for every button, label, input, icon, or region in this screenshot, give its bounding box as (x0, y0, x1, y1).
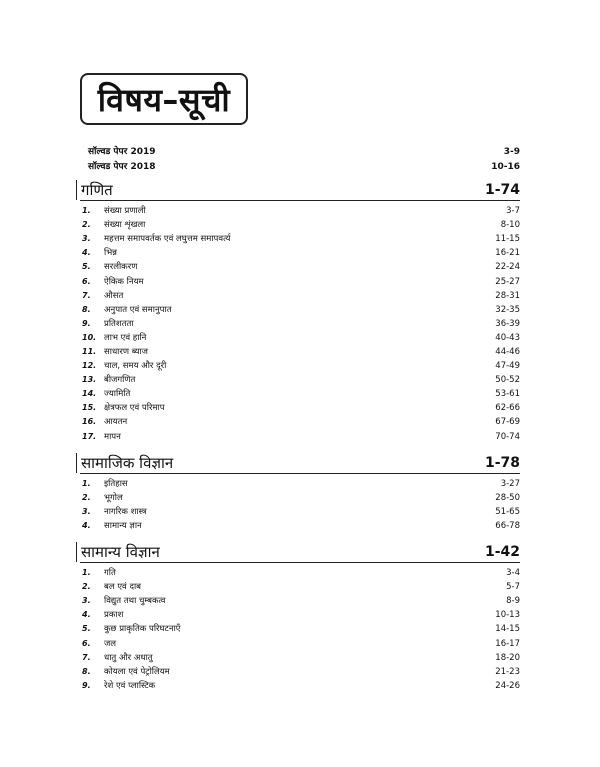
item-label: प्रकाश (104, 610, 124, 621)
section-general-science (80, 542, 520, 693)
section-header (80, 453, 520, 474)
list-item (80, 415, 520, 429)
list-item (80, 651, 520, 665)
item-number: 6. (82, 276, 91, 286)
section-social-science (80, 453, 520, 533)
section-header (80, 542, 520, 563)
item-number: 3. (82, 507, 91, 517)
item-pages: 24-26 (495, 680, 520, 691)
item-pages: 14-15 (495, 624, 520, 635)
item-number: 17. (82, 431, 97, 441)
list-item (80, 359, 520, 373)
item-pages: 50-52 (495, 375, 520, 386)
item-number: 10. (82, 332, 97, 342)
item-label: चाल, समय और दूरी (104, 361, 167, 372)
item-label: विद्युत तथा चुम्बकत्व (104, 596, 166, 607)
list-item (80, 232, 520, 246)
item-pages: 5-7 (506, 582, 520, 593)
item-pages: 16-17 (495, 638, 520, 649)
list-item (80, 218, 520, 232)
item-pages: 40-43 (495, 332, 520, 343)
paper-label: सॉल्वड पेपर 2019 (88, 147, 156, 157)
page-title: विषय–सूची (80, 73, 248, 125)
item-pages: 8-9 (506, 596, 520, 607)
item-label: कुछ प्राकृतिक परिघटनाएँ (104, 624, 181, 635)
item-pages: 18-20 (495, 652, 520, 663)
solved-papers-list (88, 145, 520, 175)
list-item (80, 636, 520, 650)
item-pages: 62-66 (495, 403, 520, 414)
list-item (80, 477, 520, 491)
item-pages: 28-31 (495, 290, 520, 301)
paper-pages: 10-16 (491, 162, 520, 172)
item-number: 9. (82, 680, 91, 690)
item-number: 4. (82, 610, 91, 620)
list-item (80, 303, 520, 317)
item-label: महत्तम समापवर्तक एवं लघुत्तम समापवर्त्य (104, 234, 231, 245)
item-number: 3. (82, 234, 91, 244)
list-item (80, 622, 520, 636)
list-item (80, 317, 520, 331)
list-item (80, 260, 520, 274)
item-label: इतिहास (104, 479, 128, 490)
item-pages: 28-50 (495, 493, 520, 504)
item-pages: 47-49 (495, 361, 520, 372)
item-label: लाभ एवं हानि (104, 332, 147, 343)
list-item (80, 345, 520, 359)
item-pages: 51-65 (495, 507, 520, 518)
list-item (80, 580, 520, 594)
item-pages: 3-27 (500, 479, 520, 490)
item-number: 7. (82, 652, 91, 662)
section-page-range: 1-74 (484, 182, 520, 198)
item-label: सरलीकरण (104, 262, 138, 273)
item-label: जल (104, 638, 117, 649)
section-mathematics (80, 180, 520, 444)
item-number: 1. (82, 479, 91, 489)
item-label: संख्या प्रणाली (104, 206, 146, 217)
item-pages: 44-46 (495, 346, 520, 357)
item-pages: 22-24 (495, 262, 520, 273)
section-title: गणित (76, 180, 113, 200)
item-number: 4. (82, 521, 91, 531)
paper-label: सॉल्वड पेपर 2018 (88, 162, 156, 172)
item-label: औसत (104, 290, 124, 301)
item-number: 5. (82, 624, 91, 634)
item-label: भूगोल (104, 493, 123, 504)
item-pages: 53-61 (495, 389, 520, 400)
item-label: आयतन (104, 417, 128, 428)
item-number: 2. (82, 582, 91, 592)
section-page-range: 1-78 (484, 455, 520, 471)
item-label: रेशे एवं प्लास्टिक (104, 680, 156, 691)
item-label: मापन (104, 431, 121, 442)
item-number: 3. (82, 596, 91, 606)
item-number: 11. (82, 346, 97, 356)
list-item (88, 145, 520, 160)
list-item (80, 387, 520, 401)
item-pages: 36-39 (495, 318, 520, 329)
item-number: 14. (82, 389, 97, 399)
list-item (80, 566, 520, 580)
item-number: 2. (82, 220, 91, 230)
item-number: 6. (82, 638, 91, 648)
list-item (80, 401, 520, 415)
item-number: 4. (82, 248, 91, 258)
item-label: कोयला एवं पेट्रोलियम (104, 666, 170, 677)
list-item (80, 373, 520, 387)
item-pages: 21-23 (495, 666, 520, 677)
list-item (80, 246, 520, 260)
item-label: नागरिक शास्त्र (104, 507, 147, 518)
item-pages: 3-4 (506, 568, 520, 579)
item-label: साधारण ब्याज (104, 346, 148, 357)
list-item (80, 204, 520, 218)
item-pages: 11-15 (495, 234, 520, 245)
item-pages: 10-13 (495, 610, 520, 621)
list-item (88, 160, 520, 175)
item-number: 2. (82, 493, 91, 503)
item-number: 8. (82, 666, 91, 676)
item-label: धातु और अधातु (104, 652, 153, 663)
section-title: सामान्य विज्ञान (76, 542, 160, 562)
list-item (80, 505, 520, 519)
item-pages: 16-21 (495, 248, 520, 259)
list-item (80, 665, 520, 679)
item-label: सामान्य ज्ञान (104, 521, 142, 532)
list-item (80, 519, 520, 533)
item-label: ज्यामिति (104, 389, 131, 400)
item-pages: 8-10 (500, 220, 520, 231)
list-item (80, 289, 520, 303)
item-number: 7. (82, 290, 91, 300)
item-label: ऐकिक नियम (104, 276, 144, 287)
item-pages: 70-74 (495, 431, 520, 442)
item-number: 5. (82, 262, 91, 272)
item-label: क्षेत्रफल एवं परिमाप (104, 403, 165, 414)
item-label: भिन्न (104, 248, 118, 259)
item-label: गति (104, 568, 116, 579)
item-number: 9. (82, 318, 91, 328)
section-page-range: 1-42 (484, 544, 520, 560)
item-label: अनुपात एवं समानुपात (104, 304, 172, 315)
item-label: प्रतिशतता (104, 318, 134, 329)
item-number: 13. (82, 375, 97, 385)
item-pages: 32-35 (495, 304, 520, 315)
section-title: सामाजिक विज्ञान (76, 453, 173, 473)
item-pages: 3-7 (506, 206, 520, 217)
item-number: 1. (82, 206, 91, 216)
paper-pages: 3-9 (503, 147, 520, 157)
item-number: 16. (82, 417, 97, 427)
item-number: 8. (82, 304, 91, 314)
list-item (80, 608, 520, 622)
list-item (80, 331, 520, 345)
list-item (80, 594, 520, 608)
item-pages: 25-27 (495, 276, 520, 287)
list-item (80, 491, 520, 505)
item-pages: 67-69 (495, 417, 520, 428)
item-label: संख्या शृंखला (104, 220, 146, 231)
item-pages: 66-78 (495, 521, 520, 532)
item-number: 15. (82, 403, 97, 413)
list-item (80, 679, 520, 693)
item-label: बीजगणित (104, 375, 136, 386)
section-header (80, 180, 520, 201)
item-number: 1. (82, 568, 91, 578)
list-item (80, 430, 520, 444)
list-item (80, 274, 520, 288)
item-number: 12. (82, 361, 97, 371)
item-label: बल एवं दाब (104, 582, 142, 593)
